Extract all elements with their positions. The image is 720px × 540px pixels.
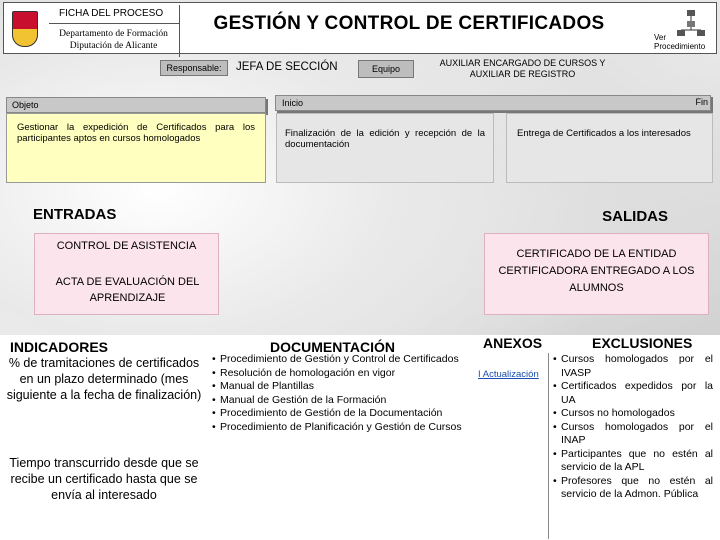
column-divider — [548, 353, 549, 539]
page-title: GESTIÓN Y CONTROL DE CERTIFICADOS — [213, 13, 605, 34]
department-block — [51, 28, 176, 52]
exclusion-item: • Participantes que no estén al servicio de la APL — [553, 448, 713, 475]
exclusion-item: • Profesores que no estén al servicio de la Admon. Pública — [553, 475, 713, 502]
equipo-value: AUXILIAR ENCARGADO DE CURSOS Y AUXILIAR DE REGISTRO — [439, 58, 606, 79]
objeto-bar: Objeto — [6, 97, 266, 113]
entradas-title: ENTRADAS — [33, 206, 117, 223]
inicio-bar: Inicio — [275, 95, 711, 111]
entradas-box — [34, 233, 219, 315]
indicador-item: % de tramitaciones de certificados en un plazo determinado (mes siguiente a la fecha de finalización) — [6, 356, 202, 402]
responsable-label: Responsable: — [160, 60, 228, 76]
documentacion-item: • Procedimiento de Gestión de la Documentación — [212, 407, 462, 421]
entrada-item: CONTROL DE ASISTENCIA — [56, 240, 197, 252]
procedimiento-label: Procedimiento — [654, 42, 706, 51]
responsable-value: JEFA DE SECCIÓN — [236, 61, 338, 73]
ver-procedimiento-link[interactable] — [654, 5, 720, 55]
indicadores-title: INDICADORES — [10, 339, 109, 355]
documentacion-list — [212, 353, 462, 434]
salida-item: CERTIFICADO DE LA ENTIDAD CERTIFICADORA ENTREGADO A LOS ALUMNOS — [484, 233, 709, 315]
header-divider — [49, 23, 179, 24]
institution-name: Diputación de Alicante — [69, 41, 158, 51]
header — [3, 2, 717, 54]
documentacion-title: DOCUMENTACIÓN — [270, 339, 395, 355]
department-name: Departamento de Formación — [59, 29, 168, 39]
anexo-actualizacion-link[interactable]: I Actualización — [478, 369, 539, 380]
objeto-text: Gestionar la expedición de Certificados para los participantes aptos en cursos homologados — [6, 113, 266, 183]
header-separator — [179, 5, 180, 57]
documentacion-item: • Procedimiento de Planificación y Gestión de Cursos — [212, 421, 462, 435]
coat-of-arms-icon — [12, 11, 38, 47]
documentacion-item: • Manual de Plantillas — [212, 380, 462, 394]
exclusion-item: • Cursos homologados por el INAP — [553, 421, 713, 448]
exclusiones-title: EXCLUSIONES — [592, 335, 693, 351]
ficha-label: FICHA DEL PROCESO — [59, 8, 164, 19]
ver-label: Ver — [654, 33, 667, 42]
documentacion-item: • Manual de Gestión de la Formación — [212, 394, 462, 408]
fin-text: Entrega de Certificados a los interesados — [506, 113, 713, 183]
exclusion-item: • Cursos homologados por el IVASP — [553, 353, 713, 380]
exclusion-item: • Certificados expedidos por la UA — [553, 380, 713, 407]
equipo-label: Equipo — [358, 60, 414, 78]
bottom-section — [0, 335, 720, 540]
documentacion-item: • Procedimiento de Gestión y Control de Certificados — [212, 353, 462, 367]
fin-label: Fin — [695, 97, 708, 107]
exclusion-item: • Cursos no homologados — [553, 407, 713, 421]
inicio-text: Finalización de la edición y recepción de la documentación — [276, 113, 494, 183]
entrada-item: ACTA DE EVALUACIÓN DEL APRENDIZAJE — [55, 276, 200, 304]
anexos-title: ANEXOS — [483, 335, 543, 351]
indicador-item: Tiempo transcurrido desde que se recibe un certificado hasta que se envía al interesado — [9, 456, 199, 502]
documentacion-item: • Resolución de homologación en vigor — [212, 367, 462, 381]
salidas-title: SALIDAS — [602, 208, 668, 225]
exclusiones-list — [553, 353, 713, 502]
